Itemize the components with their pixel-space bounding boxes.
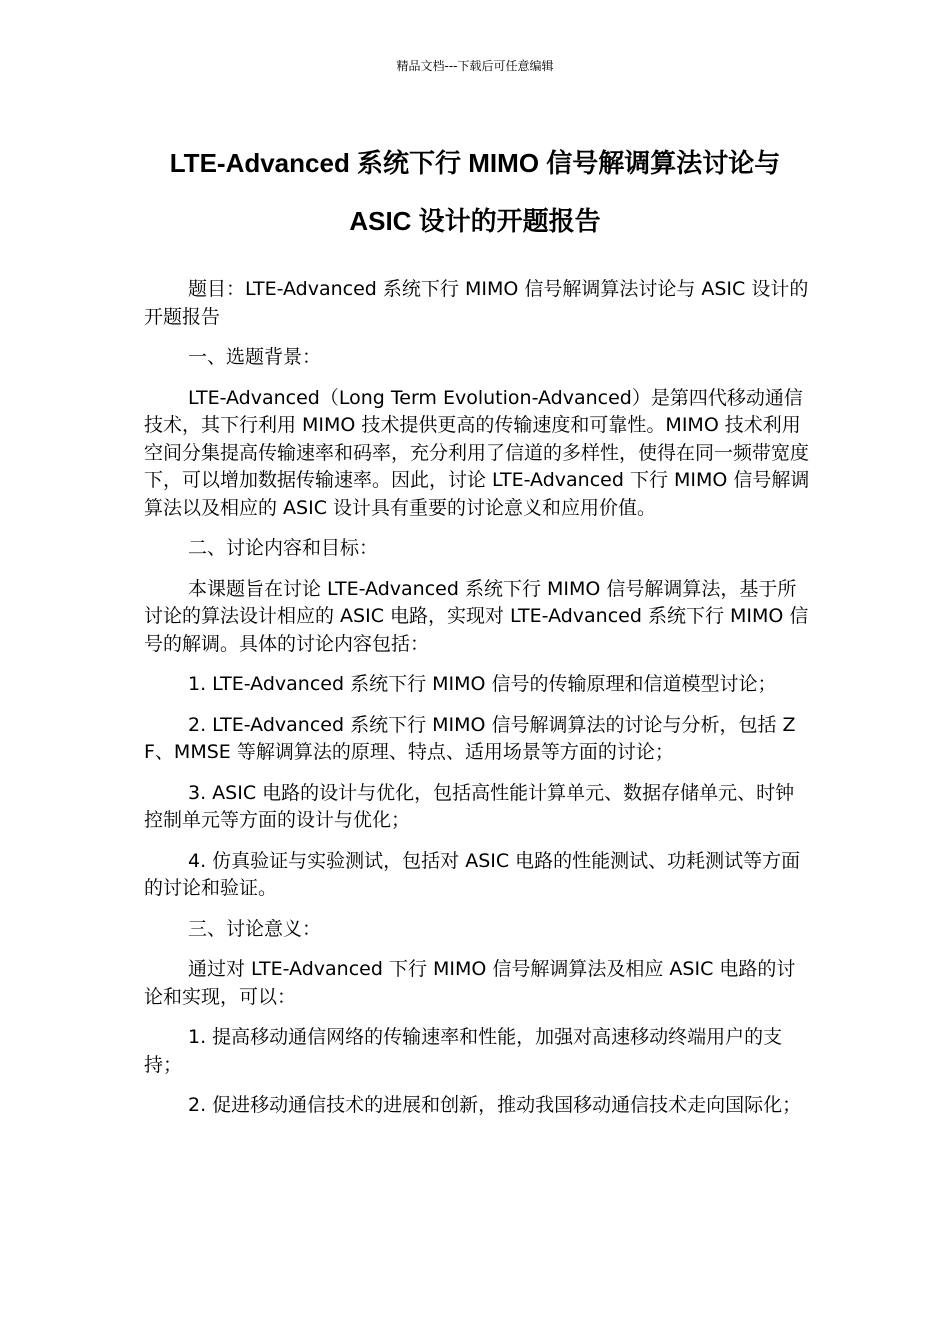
header-note: 精品文档---下载后可任意编辑: [396, 59, 554, 73]
list-item-significance-1: 1. 提高移动通信网络的传输速率和性能，加强对高速移动终端用户的支持；: [144, 1026, 783, 1076]
paragraph-background: LTE-Advanced（Long Term Evolution-Advanced）是第四代移动通信技术，其下行利用 MIMO 技术提供更高的传输速度和可靠性。MIMO 技术利用空间分集提高传输速率和码率，充分利用了信道的多样性，使得在同一频带宽度下，可以增加数据传输速率。因此，讨论 LTE-Advanced 下行 MIMO 信号解调算法以及相应的 ASIC 设计具有重要的讨论意义和应用价值。: [144, 386, 810, 519]
title-line-1: LTE-Advanced 系统下行 MIMO 信号解调算法讨论与: [169, 148, 781, 178]
section-heading-background: 一、选题背景：: [188, 346, 322, 368]
list-item-content-4: 4. 仿真验证与实验测试，包括对 ASIC 电路的性能测试、功耗测试等方面的讨论和验证。: [144, 849, 801, 899]
document-title: [100, 134, 850, 250]
paragraph-significance-intro: 通过对 LTE-Advanced 下行 MIMO 信号解调算法及相应 ASIC 电路的讨论和实现，可以：: [144, 958, 796, 1008]
section-heading-content-goals: 二、讨论内容和目标：: [188, 537, 379, 559]
section-heading-significance: 三、讨论意义：: [188, 917, 322, 940]
list-item-content-2: 2. LTE-Advanced 系统下行 MIMO 信号解调算法的讨论与分析，包括 ZF、MMSE 等解调算法的原理、特点、适用场景等方面的讨论；: [144, 713, 796, 763]
list-item-significance-2: 2. 促进移动通信技术的进展和创新，推动我国移动通信技术走向国际化；: [188, 1094, 802, 1116]
list-item-content-1: 1. LTE-Advanced 系统下行 MIMO 信号的传输原理和信道模型讨论；: [188, 673, 777, 695]
title-line-2: ASIC 设计的开题报告: [349, 206, 601, 236]
paragraph-topic: 题目：LTE-Advanced 系统下行 MIMO 信号解调算法讨论与 ASIC 设计的开题报告: [144, 278, 809, 328]
document-body: [144, 276, 812, 1133]
paragraph-content-intro: 本课题旨在讨论 LTE-Advanced 系统下行 MIMO 信号解调算法，基于所讨论的算法设计相应的 ASIC 电路，实现对 LTE-Advanced 系统下行 MIMO 信号的解调。具体的讨论内容包括：: [144, 577, 809, 655]
list-item-content-3: 3. ASIC 电路的设计与优化，包括高性能计算单元、数据存储单元、时钟控制单元等方面的设计与优化；: [144, 781, 795, 831]
